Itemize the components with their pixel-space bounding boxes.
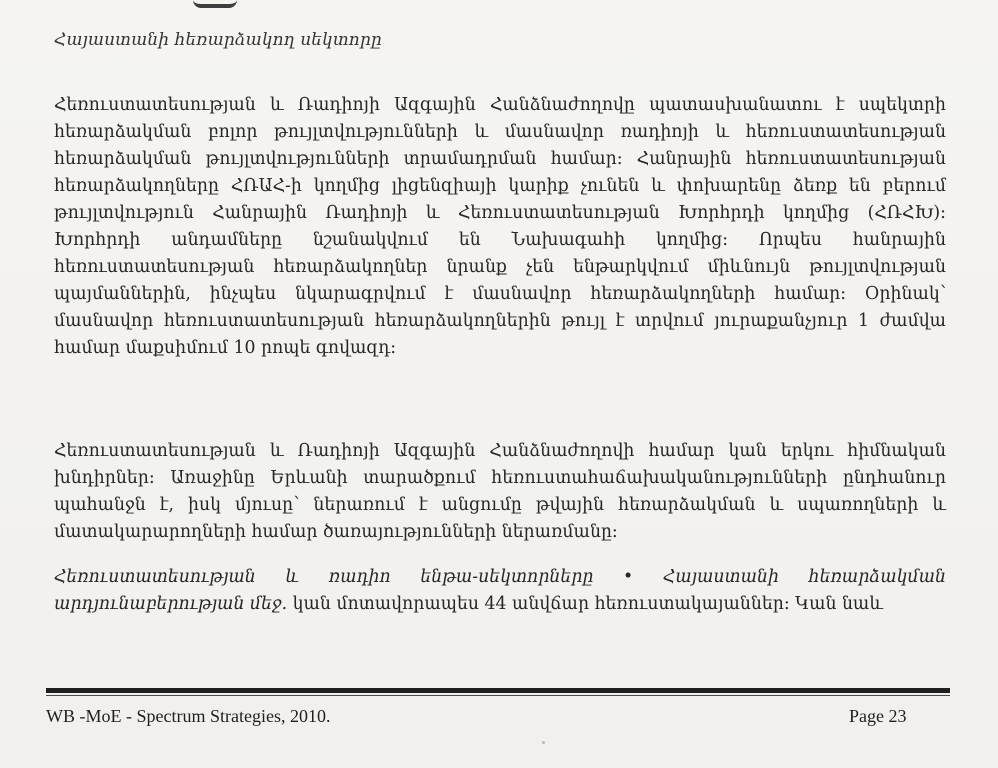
page-number: Page 23	[849, 706, 907, 726]
footer-source: WB -MoE - Spectrum Strategies, 2010.	[46, 706, 331, 726]
paragraph-3-rest: կան մոտավորապես 44 անվճար հեռուստակայաններ: Կան նաև	[287, 594, 883, 614]
footer-rule-thin	[46, 695, 950, 696]
paragraph-3-italic: Հեռուստատեսության և ռադիո ենթա-սեկտորները • Հայաստանի հեռարձակման արդյունաբերության մեջ.	[54, 567, 946, 614]
paragraph-3	[54, 564, 946, 618]
paragraph-1: Հեռուստատեսության և Ռադիոյի Ազգային Հանձնաժողովը պատասխանատու է սպեկտրի հեռարձակման բոլոր թույլտվությունների և մասնավոր ռադիոյի և հեռուստատեսության հեռարձակման թույլտվությունների տրամադրման համար: Հանրային հեռուստատեսության հեռարձակողները ՀՌԱՀ-ի կողմից լիցենզիայի կարիք չունեն և փոխարենը ձեռք են բերում թույլտվություն Հանրային Ռադիոյի և Հեռուստատեսության Խորհրդի կողմից (ՀՌՀԽ): Խորհրդի անդամները նշանակվում են Նախագահի կողմից: Որպես հանրային հեռուստատեսության հեռարձակողներ նրանք չեն ենթարկվում միևնույն թույլտվության պայմաններին, ինչպես նկարագրվում է մասնավոր հեռարձակողների համար: Օրինակ՝ մասնավոր հեռուստատեսության հեռարձակողներին թույլ է տրվում յուրաքանչյուր 1 ժամվա համար մաքսիմում 10 րոպե գովազդ:	[54, 95, 946, 358]
paragraph-2: Հեռուստատեսության և Ռադիոյի Ազգային Հանձնաժողովի համար կան երկու հիմնական խնդիրներ: Առաջինը Երևանի տարածքում հեռուստահաճախականությունների ընդհանուր պահանջն է, իսկ մյուսը՝ ներառում է անցումը թվային հեռարձակման և սպառողների և մատակարարողների համար ծառայությունների ներառմանը:	[54, 441, 946, 542]
section-heading: Հայաստանի հեռարձակող սեկտորը	[54, 30, 382, 50]
top-ink-fragment	[193, 0, 237, 8]
footer-rule-thick	[46, 688, 950, 693]
paper-speck	[542, 741, 545, 744]
